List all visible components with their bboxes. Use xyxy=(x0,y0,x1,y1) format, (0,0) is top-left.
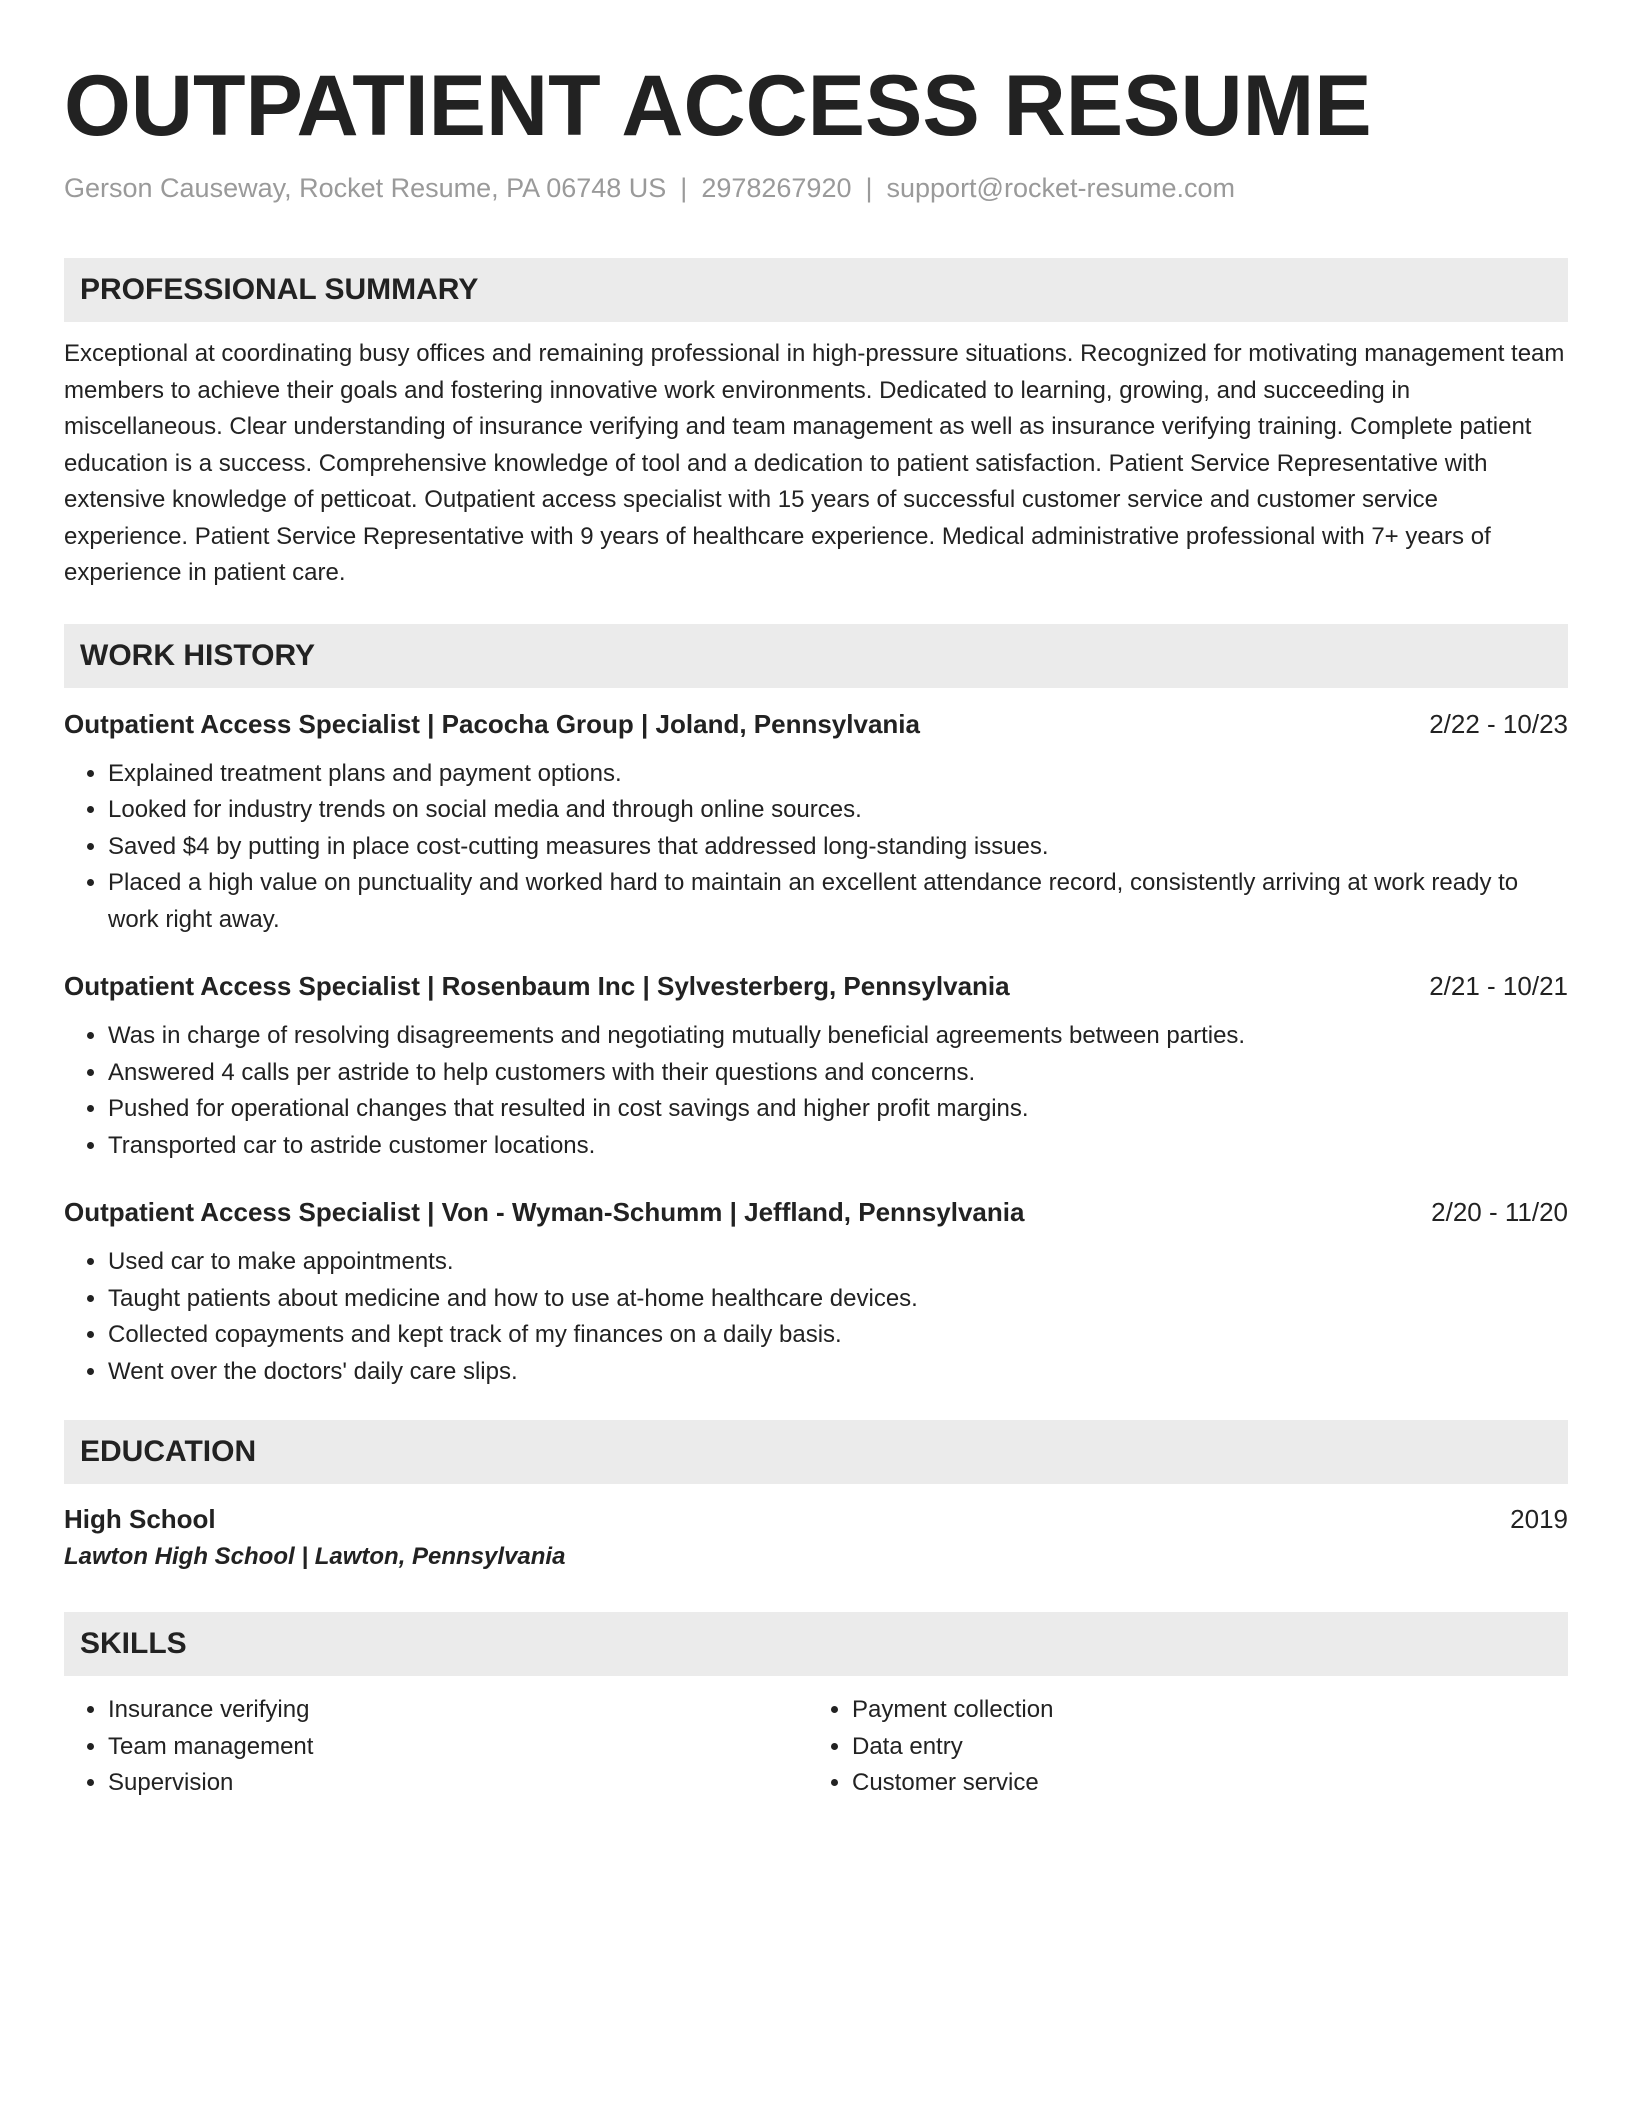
job-dates: 2/22 - 10/23 xyxy=(1429,708,1568,739)
skills-column-left xyxy=(64,1692,808,1802)
job-bullets xyxy=(64,756,1568,939)
contact-email: support@rocket-resume.com xyxy=(886,173,1236,203)
skill-item: • Customer service xyxy=(852,1765,1552,1802)
job-entry xyxy=(64,706,1568,939)
education-entry xyxy=(64,1500,1568,1576)
job-title: Outpatient Access Specialist | Rosenbaum Inc | Sylvesterberg, Pennsylvania xyxy=(64,971,1010,1001)
job-bullet: • Collected copayments and kept track of my finances on a daily basis. xyxy=(108,1317,1568,1354)
job-bullet: • Transported car to astride customer locations. xyxy=(108,1128,1568,1165)
job-title: Outpatient Access Specialist | Von - Wyman-Schumm | Jeffland, Pennsylvania xyxy=(64,1197,1025,1227)
education-year: 2019 xyxy=(1510,1504,1568,1534)
education-header xyxy=(64,1500,1568,1538)
job-bullet: • Pushed for operational changes that resulted in cost savings and higher profit margins. xyxy=(108,1091,1568,1128)
job-bullet: • Explained treatment plans and payment options. xyxy=(108,756,1568,793)
job-header xyxy=(64,968,1568,1004)
job-bullet: • Saved $4 by putting in place cost-cutting measures that addressed long-standing issues. xyxy=(108,829,1568,866)
section-heading-summary: PROFESSIONAL SUMMARY xyxy=(64,258,1568,322)
job-title: Outpatient Access Specialist | Pacocha Group | Joland, Pennsylvania xyxy=(64,708,920,739)
job-bullets xyxy=(64,1244,1568,1390)
job-dates: 2/21 - 10/21 xyxy=(1429,971,1568,1001)
skill-item: • Team management xyxy=(108,1729,808,1766)
job-bullet: • Looked for industry trends on social media and through online sources. xyxy=(108,792,1568,829)
job-bullet: • Used car to make appointments. xyxy=(108,1244,1568,1281)
section-heading-work-history: WORK HISTORY xyxy=(64,624,1568,688)
resume-title: OUTPATIENT ACCESS RESUME xyxy=(64,58,1372,154)
skill-item: • Payment collection xyxy=(852,1692,1552,1729)
contact-phone: 2978267920 xyxy=(701,173,852,203)
job-bullet: • Answered 4 calls per astride to help customers with their questions and concerns. xyxy=(108,1055,1568,1092)
contact-separator: | xyxy=(680,173,688,203)
job-header xyxy=(64,1194,1568,1230)
contact-line xyxy=(64,170,1568,206)
education-degree: High School xyxy=(64,1504,216,1534)
section-heading-skills: SKILLS xyxy=(64,1612,1568,1676)
job-entry xyxy=(64,968,1568,1164)
job-bullets xyxy=(64,1018,1568,1164)
skill-item: • Data entry xyxy=(852,1729,1552,1766)
job-dates: 2/20 - 11/20 xyxy=(1431,1197,1568,1227)
summary-text: Exceptional at coordinating busy offices and remaining professional in high-pressure situations. Recognized for motivating management team members to achieve their goals and fostering innovative work environments. Dedicated to learning, growing, and succeeding in miscellaneous. Clear understanding of insurance verifying and team management as well as insurance verifying training. Complete patient education is a success. Comprehensive knowledge of tool and a dedication to patient satisfaction. Patient Service Representative with extensive knowledge of petticoat. Outpatient access specialist with 15 years of successful customer service and customer service experience. Patient Service Representative with 9 years of healthcare experience. Medical administrative professional with 7+ years of experience in patient care. xyxy=(64,340,1565,586)
education-school: Lawton High School | Lawton, Pennsylvania xyxy=(64,1543,566,1570)
skills-list xyxy=(64,1692,1568,1802)
section-heading-education: EDUCATION xyxy=(64,1420,1568,1484)
skill-item: • Supervision xyxy=(108,1765,808,1802)
job-bullet: • Taught patients about medicine and how to use at-home healthcare devices. xyxy=(108,1281,1568,1318)
contact-separator: | xyxy=(865,173,873,203)
contact-address: Gerson Causeway, Rocket Resume, PA 06748 US xyxy=(64,173,667,203)
skill-item: • Insurance verifying xyxy=(108,1692,808,1729)
job-header xyxy=(64,706,1568,742)
job-entry xyxy=(64,1194,1568,1390)
job-bullet: • Went over the doctors' daily care slips. xyxy=(108,1354,1568,1391)
job-bullet: • Placed a high value on punctuality and worked hard to maintain an excellent attendance record, consistently arriving at work ready to work right away. xyxy=(108,865,1568,938)
skills-column-right xyxy=(808,1692,1552,1802)
job-bullet: • Was in charge of resolving disagreements and negotiating mutually beneficial agreements between parties. xyxy=(108,1018,1568,1055)
